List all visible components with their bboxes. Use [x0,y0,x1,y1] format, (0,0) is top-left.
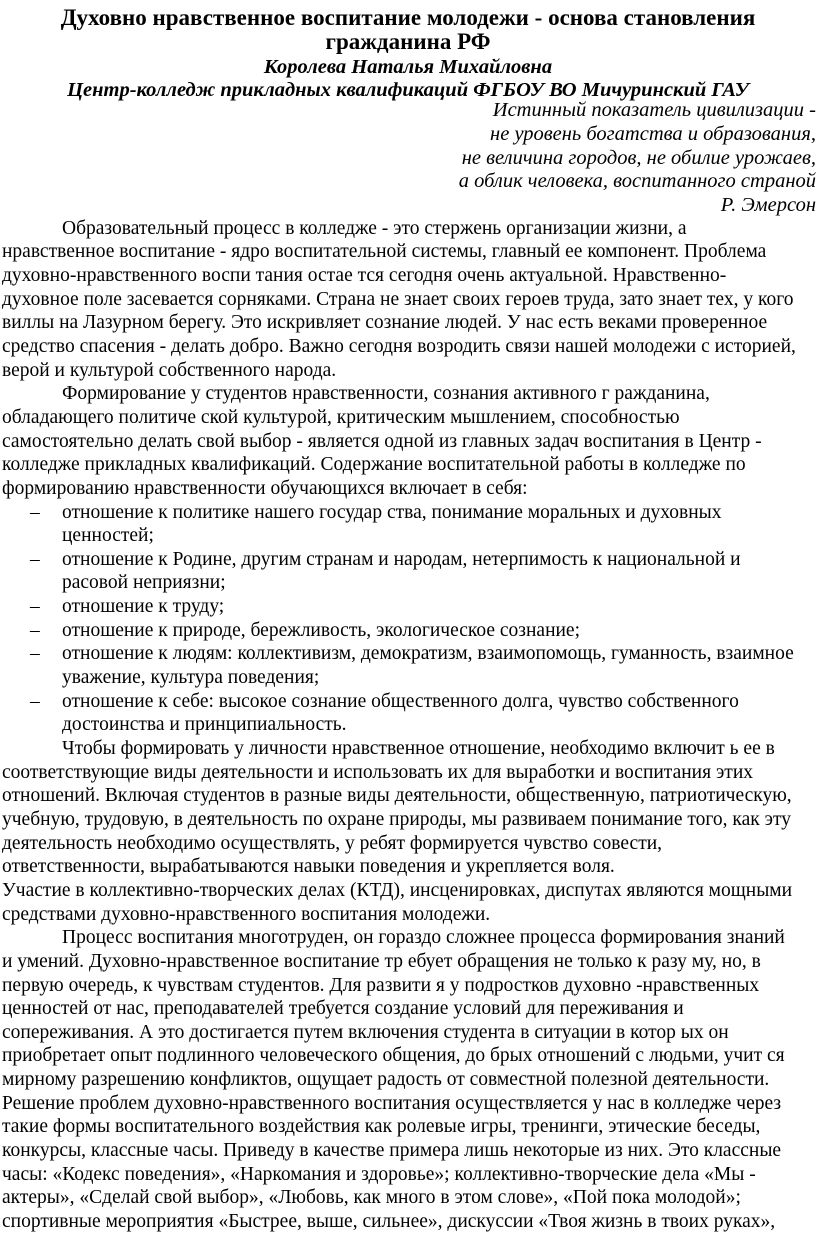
text-line: Участие в коллективно-творческих делах (КТД), инсценировках, диспутах являются мощными [2,879,793,901]
list-item-continuation: расовой неприязни; [62,572,226,594]
list-item: отношение к Родине, другим странам и народам, нетерпимость к национальной и [62,548,741,570]
text-line: самостоятельно делать свой выбор - является одной из главных задач воспитания в Центр - [2,430,762,452]
list-item: отношение к политике нашего государ ства, понимание моральных и духовных [62,501,722,523]
text-line: формированию нравственности обучающихся включает в себя: [2,477,528,499]
text-line: Формирование у студентов нравственности, сознания активного г ражданина, [62,383,710,405]
list-bullet: – [30,596,40,618]
text-line: часы: «Кодекс поведения», «Наркомания и здоровье»; коллективно-творческие дела «Мы - [2,1163,756,1185]
text-line: виллы на Лазурном берегу. Это искривляет сознание людей. У нас есть веками проверенное [2,312,768,334]
epigraph-line: Истинный показатель цивилизации - [492,99,816,122]
text-line: духовно-нравственного воспи тания остае тся сегодня очень актуальной. Нравственно- [2,264,727,286]
text-line: приобретает опыт подлинного человеческого общения, до брых отношений с людьми, учит ся [2,1045,785,1067]
text-line: учебную, трудовую, в деятельность по охране природы, мы развиваем понимание того, как эту [2,808,791,830]
list-item: отношение к людям: коллективизм, демократизм, взаимопомощь, гуманность, взаимное [62,643,794,665]
text-line: колледже прикладных квалификаций. Содержание воспитательной работы в колледже по [2,454,746,476]
text-line: Процесс воспитания многотруден, он гораздо сложнее процесса формирования знаний [62,927,785,949]
text-line: сопереживания. А это достигается путем включения студента в ситуации в котор ых он [2,1021,729,1043]
epigraph-author: Р. Эмерсон [720,194,816,216]
text-line: ответственности, вырабатываются навыки поведения и укрепляется воля. [2,856,615,878]
author-name: Королева Наталья Михайловна [263,55,553,78]
text-line: и умений. Духовно-нравственное воспитание тр ебует обращения не только к разу му, но, в [2,950,761,972]
list-bullet: – [30,501,40,523]
text-line: конкурсы, классные часы. Приведу в качестве примера лишь некоторые из них. Это классные [2,1140,782,1161]
text-line: ценностей от нас, преподавателей требуется создание условий для переживания и [2,998,684,1020]
text-line: спортивные мероприятия «Быстрее, выше, сильнее», дискуссии «Твоя жизнь в твоих руках», [2,1211,776,1232]
text-line: духовное поле засевается сорняками. Страна не знает своих героев труда, зато знает тех, у кого [2,288,794,310]
text-line: средство спасения - делать добро. Важно сегодня возродить связи нашей молодежи с историей, [2,335,796,357]
list-bullet: – [30,643,40,665]
text-line: мирному разрешению конфликтов, ощущает радость от совместной полезной деятельности. [2,1069,770,1091]
text-line: первую очередь, к чувствам студентов. Для развити я у подростков духовно -нравственных [2,974,760,996]
institution-name: Центр-колледж прикладных квалификаций ФГБОУ ВО Мичуринский ГАУ [67,78,749,101]
text-line: нравственное воспитание - ядро воспитательной системы, главный ее компонент. Проблема [2,241,767,263]
text-line: Решение проблем духовно-нравственного воспитания осуществляется у нас в колледже через [2,1092,782,1114]
document-title-line-2: гражданина РФ [325,29,491,55]
text-line: верой и культурой собственного народа. [2,359,337,381]
list-item: отношение к труду; [62,596,225,618]
document-title-line-1: Духовно нравственное воспитание молодежи - основа становления [60,4,756,30]
list-item: отношение к себе: высокое сознание общественного долга, чувство собственного [62,690,739,712]
text-line: актеры», «Сделай свой выбор», «Любовь, как много в этом слове», «Пой пока молодой»; [2,1187,741,1209]
list-bullet: – [30,548,40,570]
list-item-continuation: ценностей; [62,525,154,547]
text-line: деятельность необходимо осуществлять, у ребят формируется чувство совести, [2,832,663,854]
text-line: Образовательный процесс в колледже - это стержень организации жизни, а [62,217,687,239]
text-line: средствами духовно-нравственного воспитания молодежи. [2,903,491,925]
text-line: обладающего политиче ской культурой, критическим мышлением, способностью [2,406,680,428]
epigraph-line: не величина городов, не обилие урожаев, [461,146,816,169]
list-item: отношение к природе, бережливость, экологическое сознание; [62,619,581,641]
epigraph-line: а облик человека, воспитанного страной [458,170,816,193]
list-item-continuation: достоинства и принципиальность. [62,714,347,736]
list-bullet: – [30,690,40,712]
text-line: соответствующие виды деятельности и использовать их для выработки и воспитания этих [2,761,754,783]
list-item-continuation: уважение, культура поведения; [62,667,320,688]
list-bullet: – [30,619,40,641]
text-line: отношений. Включая студентов в разные виды деятельности, общественную, патриотическую, [2,785,792,807]
text-line: такие формы воспитательного воздействия как ролевые игры, тренинги, этические беседы, [2,1116,761,1138]
text-line: Чтобы формировать у личности нравственное отношение, необходимо включит ь ее в [62,738,775,759]
epigraph-line: не уровень богатства и образования, [490,123,816,145]
